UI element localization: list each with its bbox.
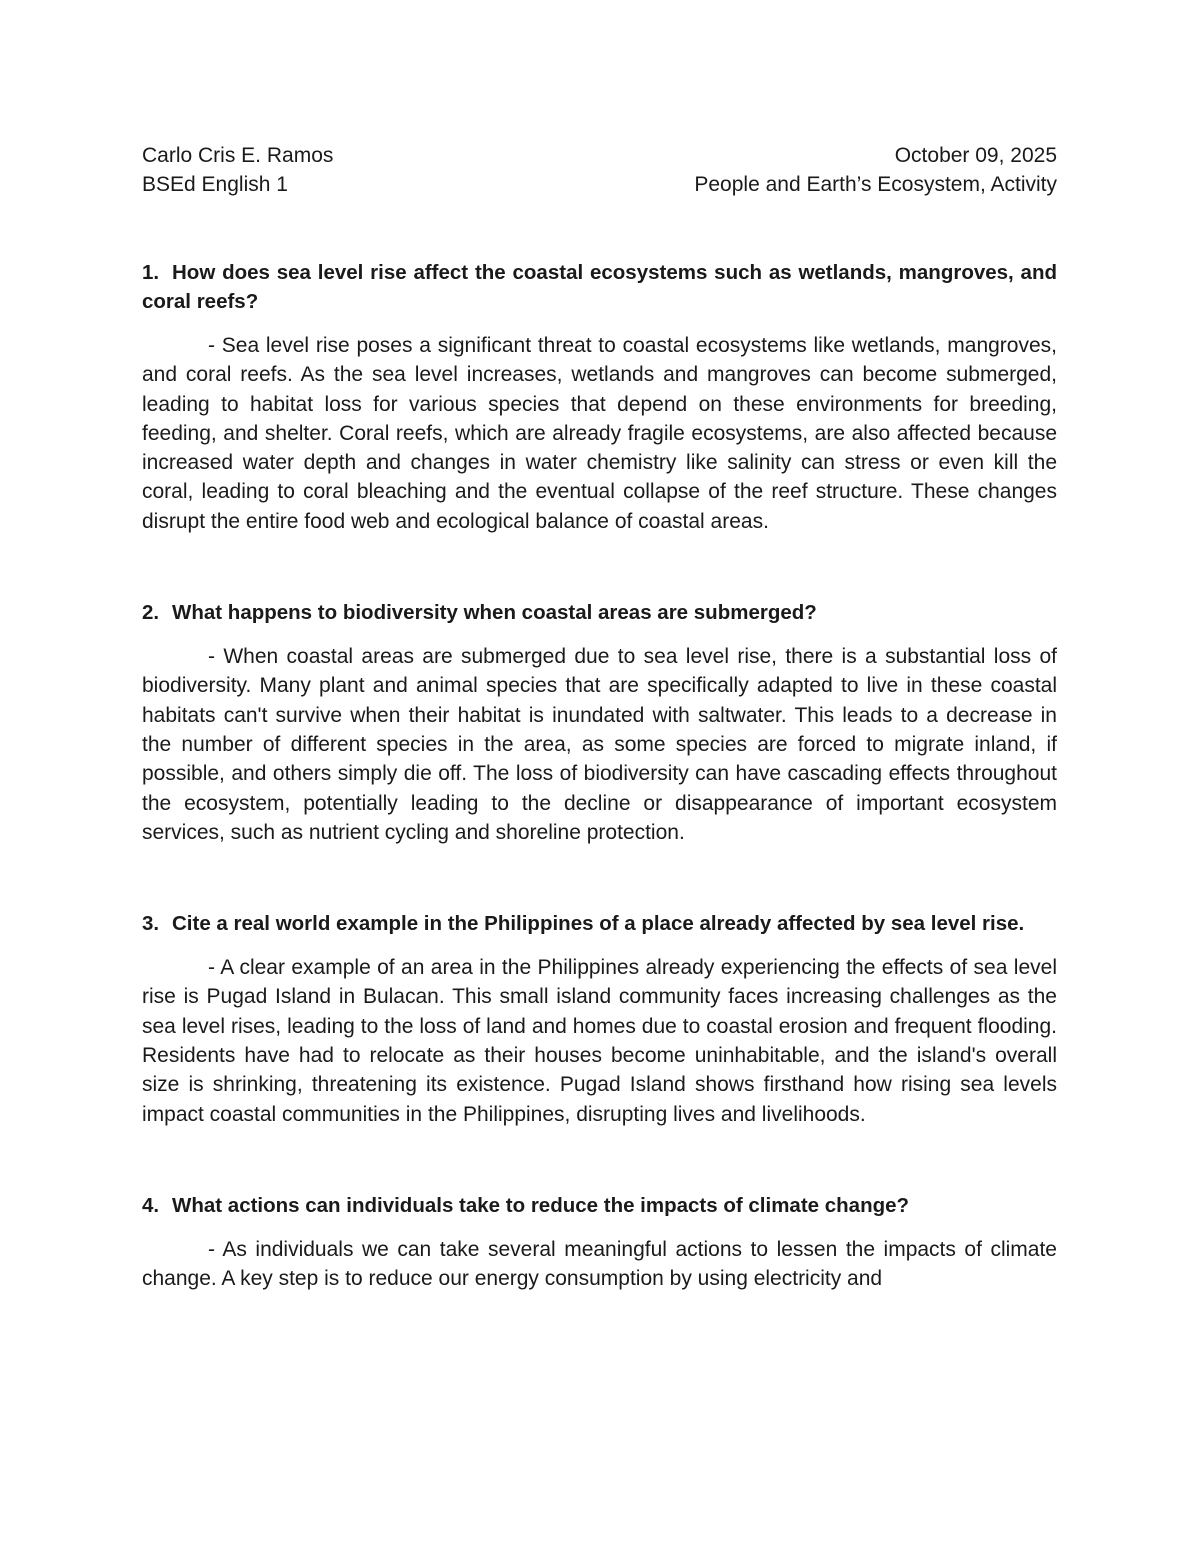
- question-text: Cite a real world example in the Philippines of a place already affected by sea level rise.: [172, 912, 1025, 936]
- document-date: October 09, 2025: [894, 144, 1057, 167]
- question-number: 3.: [142, 912, 160, 936]
- question-4: [142, 1191, 1057, 1220]
- document-header: [142, 141, 1057, 199]
- answer-4: - As individuals we can take several meaningful actions to lessen the impacts of climate change. A key step is to reduce our energy consumption by using electricity and: [142, 1237, 1057, 1291]
- question-3: [142, 909, 1057, 938]
- question-number: 1.: [142, 261, 160, 284]
- answer-3: - A clear example of an area in the Philippines already experiencing the effects of sea level rise is Pugad Island in Bulacan. This small island community faces increasing challenges as the sea level rises, leading to the loss of land and homes due to coastal erosion and frequent flooding. Residents have had to relocate as their houses become uninhabitable, and the island's overall size is shrinking, threatening its existence. Pugad Island shows firsthand how rising sea levels impact coastal communities in the Philippines, disrupting lives and livelihoods.: [142, 956, 1057, 1126]
- answer-2: - When coastal areas are submerged due to sea level rise, there is a substantial loss of biodiversity. Many plant and animal species that are specifically adapted to live in these coastal habitats can't survive when their habitat is inundated with saltwater. This leads to a decrease in the number of different species in the area, as some species are forced to migrate inland, if possible, and others simply die off. The loss of biodiversity can have cascading effects throughout the ecosystem, potentially leading to the decline or disappearance of important ecosystem services, such as nutrient cycling and shoreline protection.: [142, 645, 1057, 844]
- question-1: [142, 258, 1057, 316]
- answer-1: - Sea level rise poses a significant threat to coastal ecosystems like wetlands, mangroves, and coral reefs. As the sea level increases, wetlands and mangroves can become submerged, leading to habitat loss for various species that depend on these environments for breeding, feeding, and shelter. Coral reefs, which are already fragile ecosystems, are also affected because increased water depth and changes in water chemistry like salinity can stress or even kill the coral, leading to coral bleaching and the eventual collapse of the reef structure. These changes disrupt the entire food web and ecological balance of coastal areas.: [142, 334, 1057, 533]
- student-course: BSEd English 1: [142, 173, 288, 196]
- question-2: [142, 598, 1057, 627]
- question-text: What happens to biodiversity when coastal areas are submerged?: [172, 601, 817, 625]
- document-page: [142, 141, 1057, 1294]
- question-number: 4.: [142, 1193, 160, 1217]
- question-text: How does sea level rise affect the coastal ecosystems such as wetlands, mangroves, and coral reefs?: [142, 261, 1057, 313]
- activity-subject: People and Earth’s Ecosystem, Activity: [694, 173, 1057, 196]
- student-name: Carlo Cris E. Ramos: [142, 144, 334, 167]
- question-text: What actions can individuals take to reduce the impacts of climate change?: [172, 1193, 910, 1217]
- header-right: [694, 141, 1057, 199]
- header-left: [142, 141, 333, 199]
- question-number: 2.: [142, 601, 160, 625]
